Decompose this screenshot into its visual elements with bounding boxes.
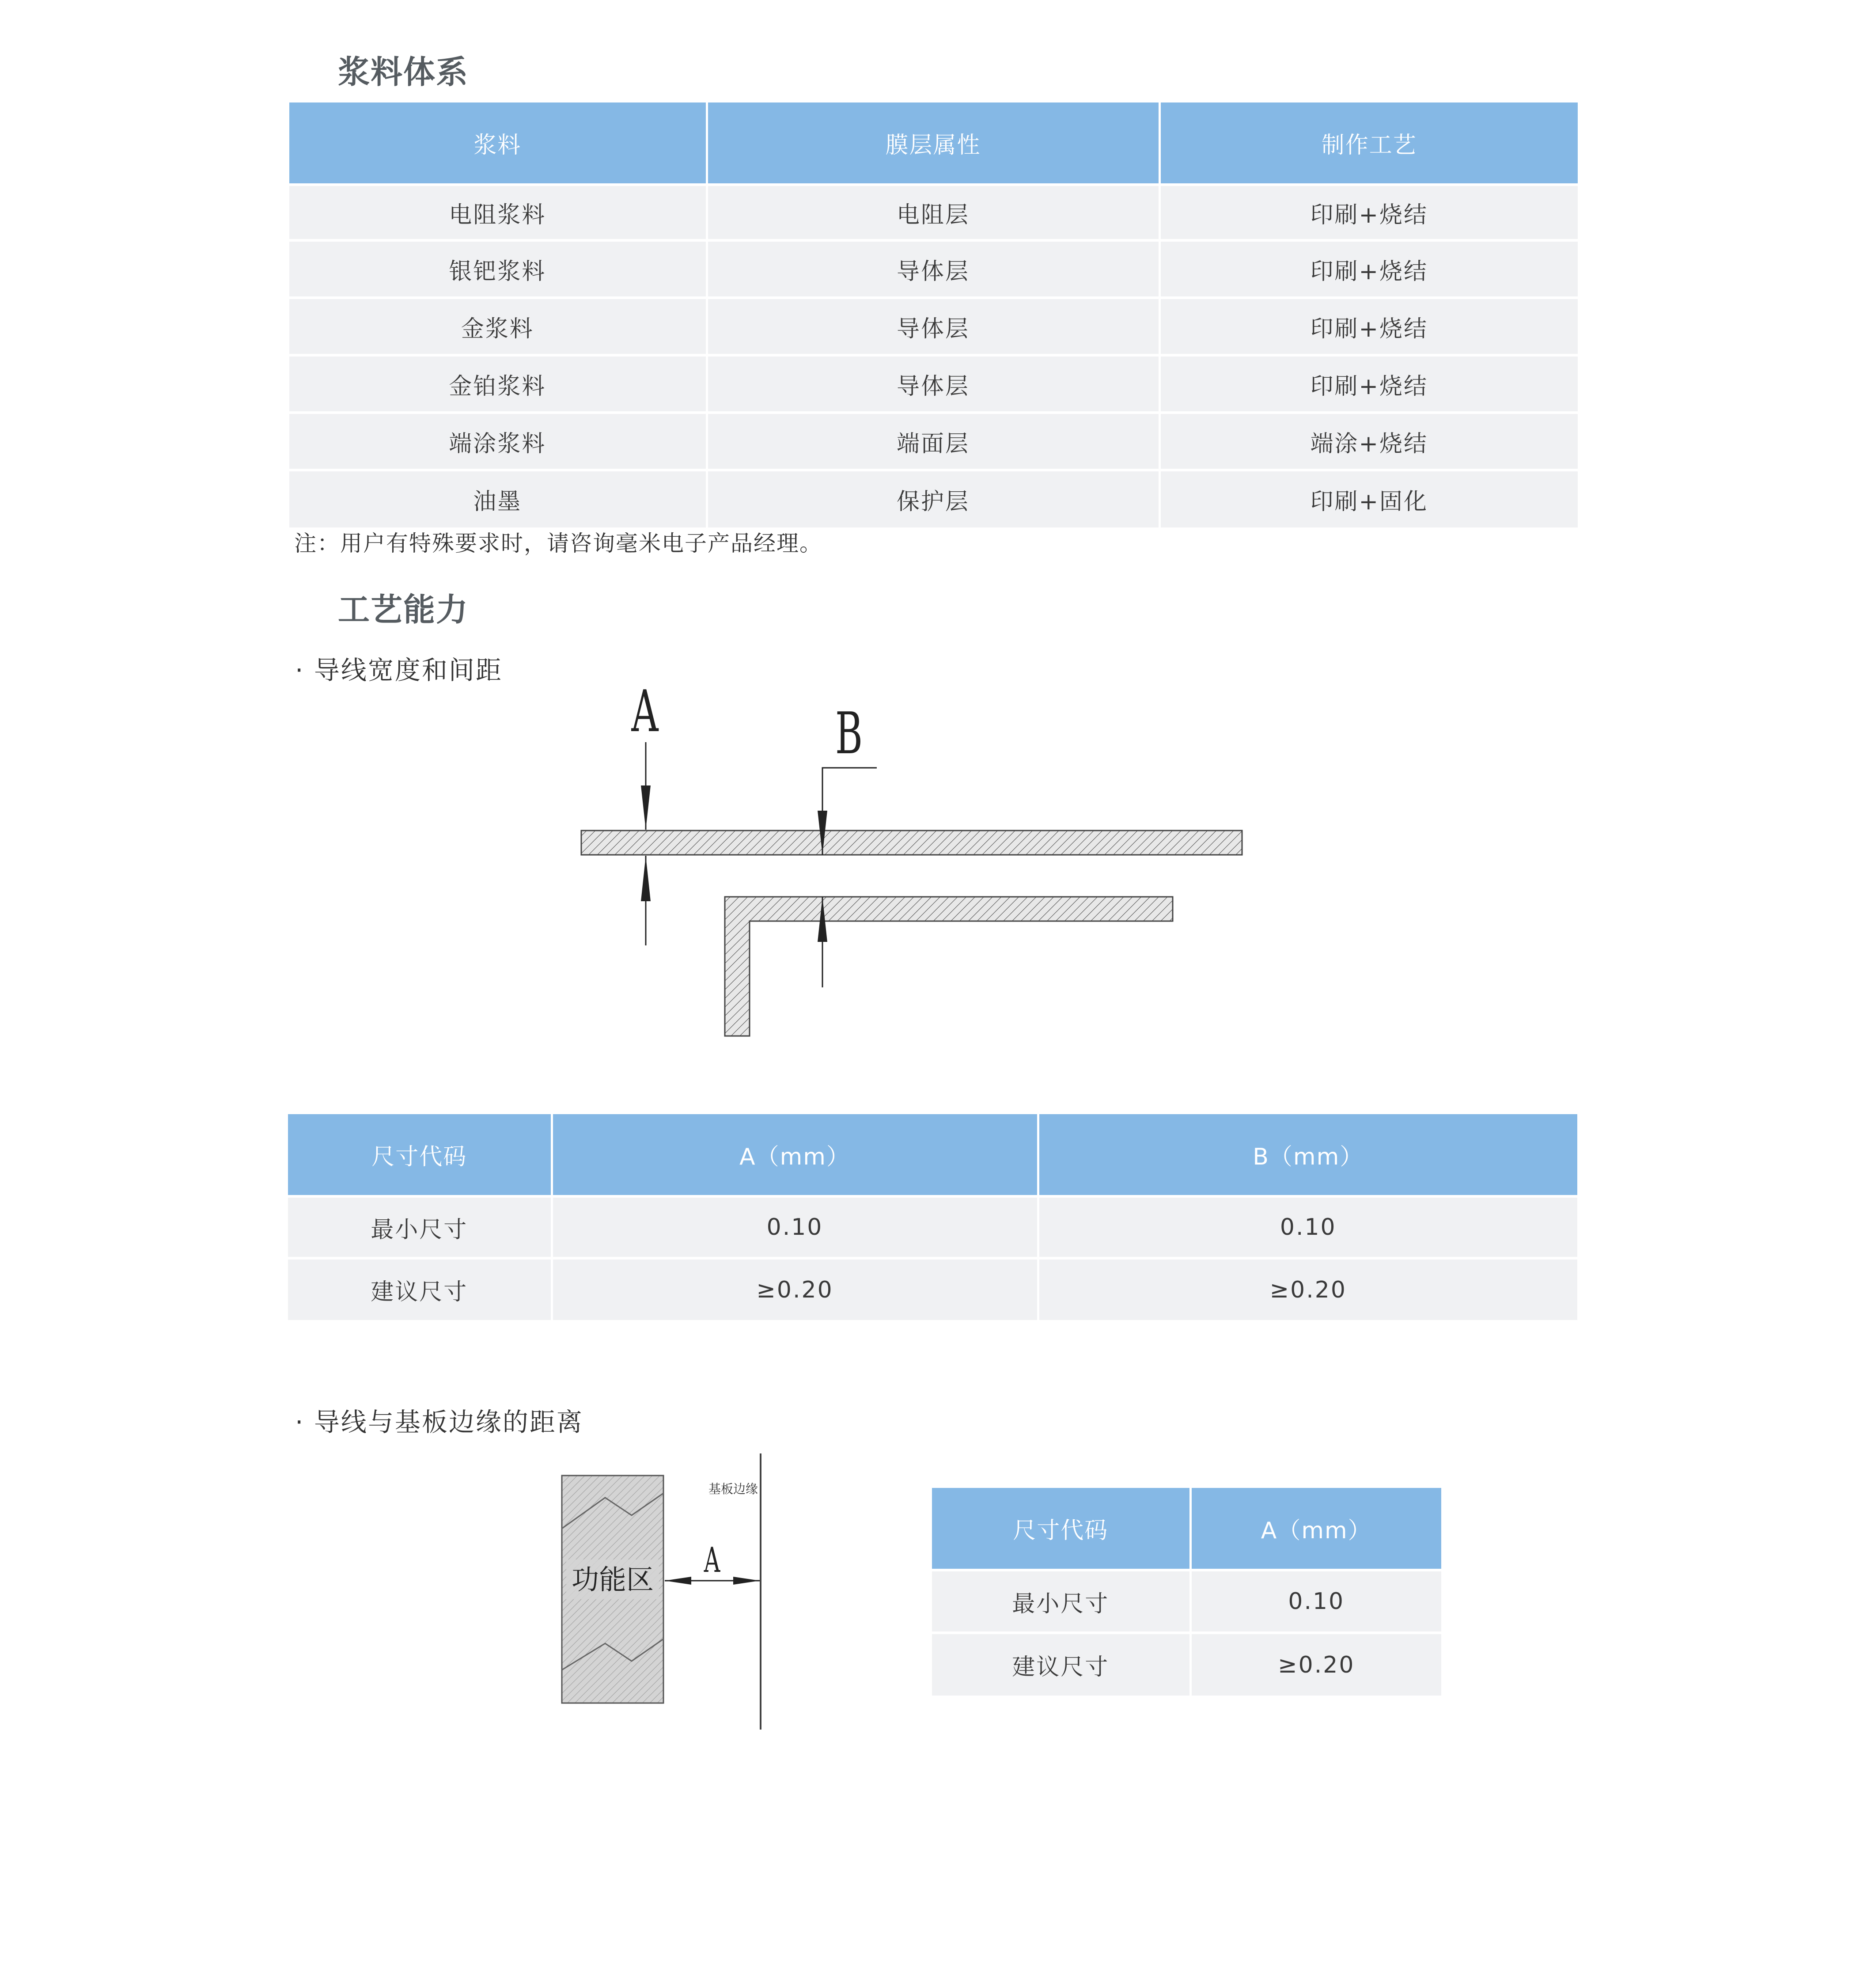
table-note: 注：用户有特殊要求时，请咨询毫米电子产品经理。	[294, 531, 822, 556]
table-cell: 0.10	[1190, 1570, 1441, 1633]
table-cell: 导体层	[707, 240, 1159, 298]
column-header: 浆料	[289, 102, 707, 185]
table-row	[288, 1258, 1577, 1320]
table-header-row	[932, 1488, 1441, 1570]
table-cell: 油墨	[289, 470, 707, 527]
arrow-up-icon	[641, 856, 651, 901]
section-title-process: 工艺能力	[338, 591, 469, 628]
table-cell: ≥0.20	[1190, 1633, 1441, 1696]
table-cell: 端涂+烧结	[1159, 413, 1578, 470]
edge-distance-table	[932, 1488, 1441, 1696]
column-header: B（mm）	[1038, 1114, 1577, 1196]
table-cell: 导体层	[707, 355, 1159, 413]
table-cell: 最小尺寸	[288, 1196, 552, 1258]
column-header: 制作工艺	[1159, 102, 1578, 185]
line-width-table	[288, 1114, 1577, 1320]
table-cell: ≥0.20	[1038, 1258, 1577, 1320]
table-cell: 建议尺寸	[932, 1633, 1190, 1696]
table-cell: 印刷+烧结	[1159, 185, 1578, 240]
arrow-right-icon	[733, 1577, 760, 1585]
conductor-l-shape	[725, 897, 1173, 1036]
column-header: 膜层属性	[707, 102, 1159, 185]
section-title-paste: 浆料体系	[338, 53, 469, 91]
table-cell: 0.10	[1038, 1196, 1577, 1258]
table-row	[932, 1633, 1441, 1696]
table-cell: 最小尺寸	[932, 1570, 1190, 1633]
table-cell: 端涂浆料	[289, 413, 707, 470]
table-cell: 电阻层	[707, 185, 1159, 240]
table-cell: 印刷+烧结	[1159, 355, 1578, 413]
table-cell: 0.10	[552, 1196, 1038, 1258]
table-cell: ≥0.20	[552, 1258, 1038, 1320]
column-header: 尺寸代码	[932, 1488, 1190, 1570]
table-cell: 银钯浆料	[289, 240, 707, 298]
table-cell: 端面层	[707, 413, 1159, 470]
arrow-down-icon	[641, 785, 651, 830]
bullet-edge-distance: · 导线与基板边缘的距离	[295, 1407, 583, 1437]
table-cell: 保护层	[707, 470, 1159, 527]
table-cell: 印刷+烧结	[1159, 298, 1578, 355]
column-header: 尺寸代码	[288, 1114, 552, 1196]
column-header: A（mm）	[1190, 1488, 1441, 1570]
column-header: A（mm）	[552, 1114, 1038, 1196]
label-a: A	[631, 678, 659, 745]
function-area-label: 功能区	[571, 1563, 654, 1596]
label-b: B	[835, 700, 863, 767]
table-cell: 印刷+固化	[1159, 470, 1578, 527]
substrate-edge-label: 基板边缘	[708, 1482, 758, 1496]
table-row	[288, 1196, 1577, 1258]
arrow-left-icon	[665, 1577, 691, 1585]
table-cell: 导体层	[707, 298, 1159, 355]
label-a: A	[704, 1540, 720, 1580]
table-cell: 金浆料	[289, 298, 707, 355]
table-cell: 金铂浆料	[289, 355, 707, 413]
conductor-strip-top	[581, 831, 1242, 855]
table-header-row	[288, 1114, 1577, 1196]
table-cell: 建议尺寸	[288, 1258, 552, 1320]
table-row	[932, 1570, 1441, 1633]
bullet-line-width-spacing: · 导线宽度和间距	[295, 655, 503, 685]
table-cell: 电阻浆料	[289, 185, 707, 240]
table-cell: 印刷+烧结	[1159, 240, 1578, 298]
edge-distance-diagram	[530, 1440, 804, 1741]
